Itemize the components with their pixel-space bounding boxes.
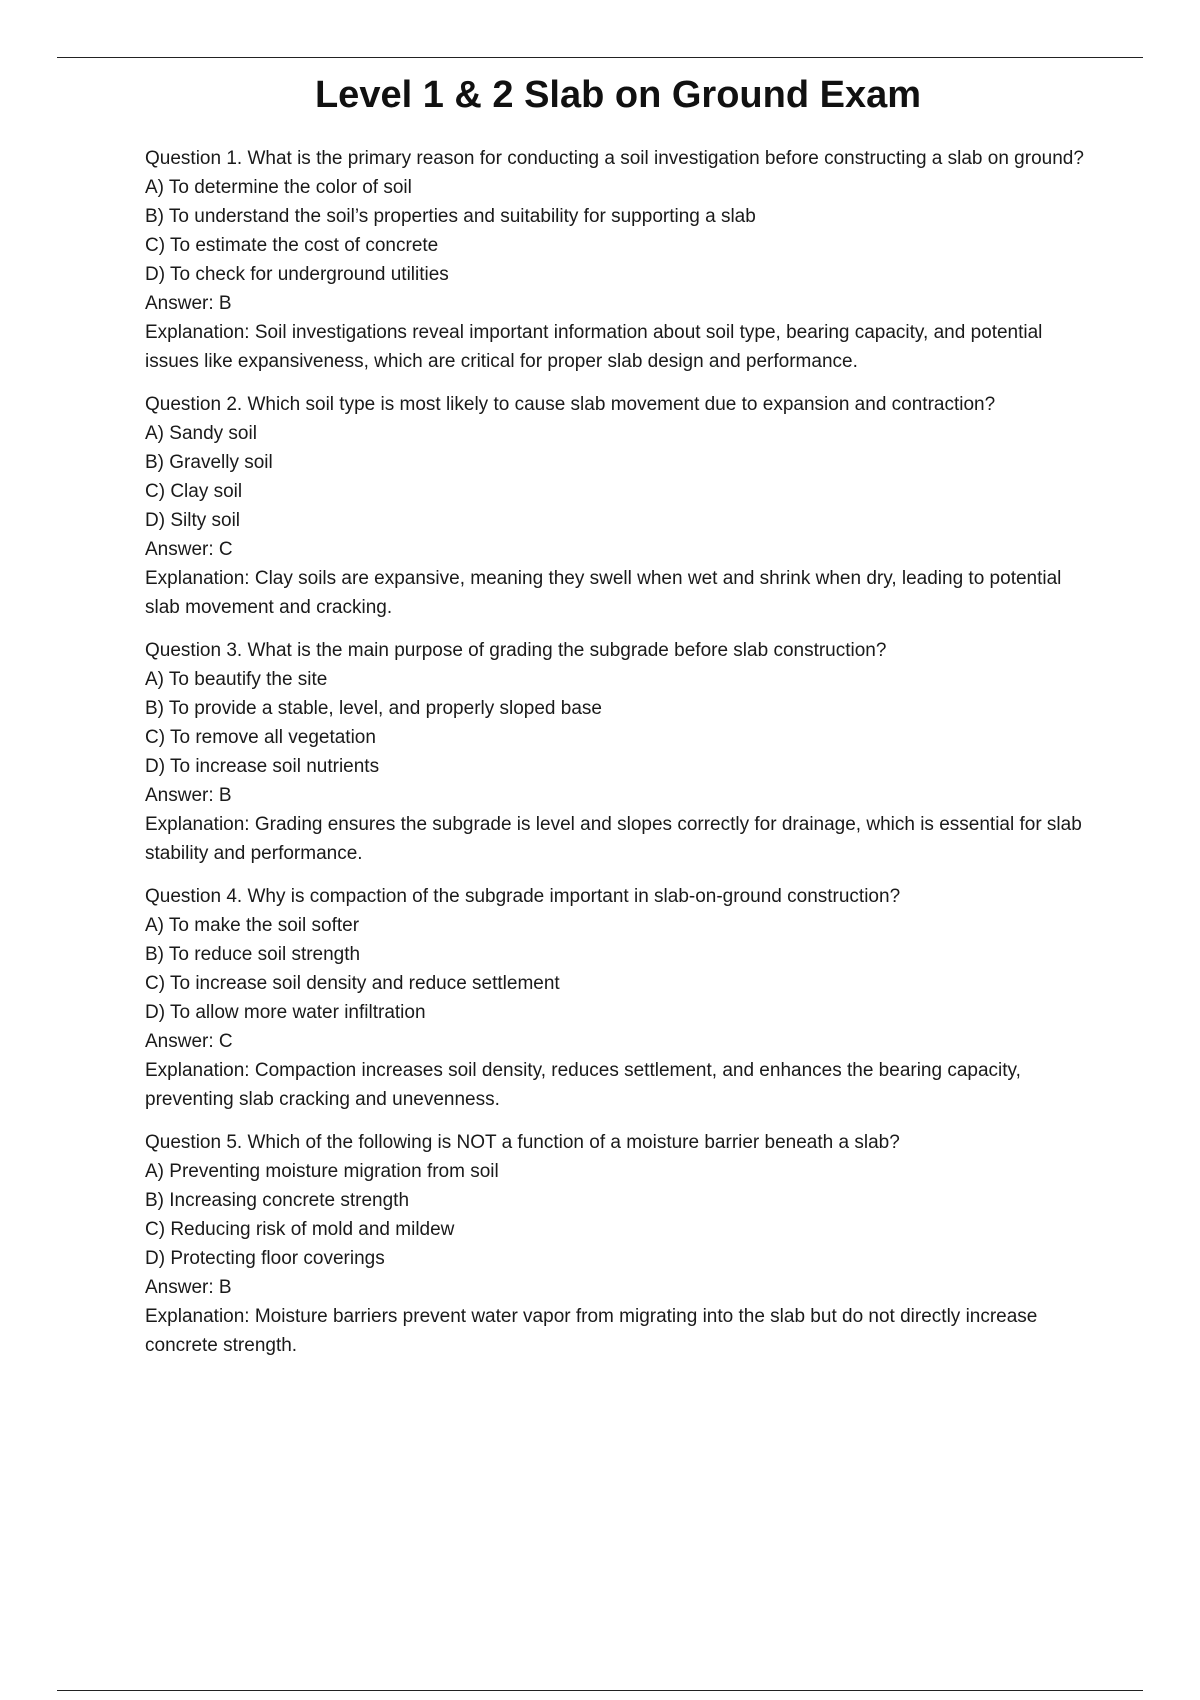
option-d: D) Silty soil [145, 510, 241, 531]
answer-line: Answer: B [145, 785, 232, 806]
option-b: B) Increasing concrete strength [145, 1190, 410, 1211]
option-a: A) Sandy soil [145, 423, 257, 444]
option-c: C) Reducing risk of mold and mildew [145, 1219, 455, 1240]
option-b: B) Gravelly soil [145, 452, 273, 473]
option-d: D) To check for underground utilities [145, 264, 449, 285]
bottom-rule [57, 1690, 1143, 1691]
option-c: C) To increase soil density and reduce settlement [145, 973, 560, 994]
question-text: Question 4. Why is compaction of the subgrade important in slab-on-ground construction? [145, 886, 901, 907]
explanation-text: Explanation: Grading ensures the subgrade is level and slopes correctly for drainage, which is essential for slab stability and performance. [145, 814, 1082, 864]
page-title: Level 1 & 2 Slab on Ground Exam [314, 74, 922, 116]
question-block-4 [145, 882, 1090, 1114]
question-text: Question 5. Which of the following is NOT a function of a moisture barrier beneath a slab? [145, 1132, 900, 1153]
option-a: A) To determine the color of soil [145, 177, 412, 198]
option-d: D) To allow more water infiltration [145, 1002, 426, 1023]
question-text: Question 3. What is the main purpose of grading the subgrade before slab construction? [145, 640, 887, 661]
explanation-text: Explanation: Moisture barriers prevent water vapor from migrating into the slab but do not directly increase concrete strength. [145, 1306, 1038, 1356]
explanation-text: Explanation: Clay soils are expansive, meaning they swell when wet and shrink when dry, leading to potential slab movement and cracking. [145, 568, 1062, 618]
explanation-text: Explanation: Compaction increases soil density, reduces settlement, and enhances the bearing capacity, preventing slab cracking and unevenness. [145, 1060, 1021, 1110]
option-b: B) To understand the soil’s properties and suitability for supporting a slab [145, 206, 756, 227]
answer-line: Answer: B [145, 1277, 232, 1298]
option-c: C) To estimate the cost of concrete [145, 235, 439, 256]
option-c: C) To remove all vegetation [145, 727, 376, 748]
option-d: D) Protecting floor coverings [145, 1248, 385, 1269]
option-b: B) To reduce soil strength [145, 944, 361, 965]
question-text: Question 2. Which soil type is most likely to cause slab movement due to expansion and contraction? [145, 394, 996, 415]
question-text: Question 1. What is the primary reason for conducting a soil investigation before constructing a slab on ground? [145, 148, 1084, 169]
option-a: A) To beautify the site [145, 669, 328, 690]
question-block-3 [145, 636, 1090, 868]
option-a: A) To make the soil softer [145, 915, 360, 936]
question-block-1 [145, 144, 1090, 376]
explanation-text: Explanation: Soil investigations reveal important information about soil type, bearing capacity, and potential issues like expansiveness, which are critical for proper slab design and performance. [145, 322, 1043, 372]
answer-line: Answer: B [145, 293, 232, 314]
exam-content [145, 144, 1090, 1374]
question-block-5 [145, 1128, 1090, 1360]
option-b: B) To provide a stable, level, and properly sloped base [145, 698, 602, 719]
option-a: A) Preventing moisture migration from soil [145, 1161, 499, 1182]
question-block-2 [145, 390, 1090, 622]
option-c: C) Clay soil [145, 481, 243, 502]
answer-line: Answer: C [145, 1031, 233, 1052]
option-d: D) To increase soil nutrients [145, 756, 380, 777]
answer-line: Answer: C [145, 539, 233, 560]
top-rule [57, 57, 1143, 58]
